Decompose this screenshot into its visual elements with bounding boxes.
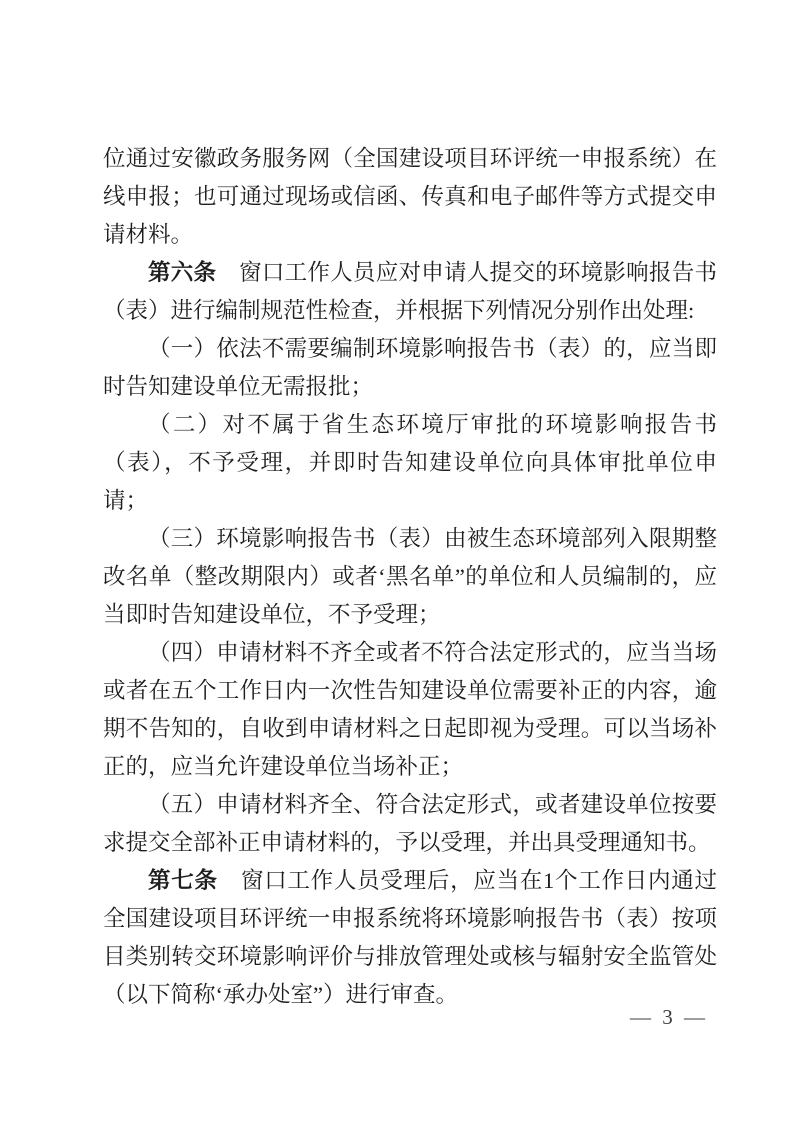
paragraph [103,140,717,254]
paragraph-text: 窗口工作人员应对申请人提交的环境影响报告书（表）进行编制规范性检查，并根据下列情况分别作出处理: [103,260,717,323]
paragraph-text: （五）申请材料齐全、符合法定形式，或者建设单位按要求提交全部补正申请材料的，予以受理，并出具受理通知书。 [103,792,717,855]
paragraph-article-6 [103,254,717,330]
paragraph-item-1 [103,330,717,406]
paragraph-text: （四）申请材料不齐全或者不符合法定形式的，应当当场或者在五个工作日内一次性告知建设单位需要补正的内容，逾期不告知的，自收到申请材料之日起即视为受理。可以当场补正的，应当允许建设单位当场补正； [103,640,717,779]
article-number-label: 第七条 [148,868,218,893]
article-number-label: 第六条 [148,260,217,285]
paragraph-article-7 [103,862,717,1014]
paragraph-item-4 [103,634,717,786]
paragraph-text: 位通过安徽政务服务网（全国建设项目环评统一申报系统）在线申报；也可通过现场或信函、传真和电子邮件等方式提交申请材料。 [103,146,717,247]
paragraph-item-5 [103,786,717,862]
paragraph-text: （一）依法不需要编制环境影响报告书（表）的，应当即时告知建设单位无需报批； [103,336,717,399]
paragraph-item-2 [103,406,717,520]
paragraph-text: （三）环境影响报告书（表）由被生态环境部列入限期整改名单（整改期限内）或者‘黑名单”的单位和人员编制的，应当即时告知建设单位，不予受理； [103,526,717,627]
document-body [103,140,717,1014]
paragraph-item-3 [103,520,717,634]
paragraph-text: （二）对不属于省生态环境厅审批的环境影响报告书（表），不予受理，并即时告知建设单位向具体审批单位申请； [103,412,717,513]
page-number: — 3 — [630,1005,708,1029]
paragraph-text: 窗口工作人员受理后，应当在1个工作日内通过全国建设项目环评统一申报系统将环境影响报告书（表）按项目类别转交环境影响评价与排放管理处或核与辐射安全监管处（以下简称‘承办处室”）进行审查。 [103,868,717,1007]
